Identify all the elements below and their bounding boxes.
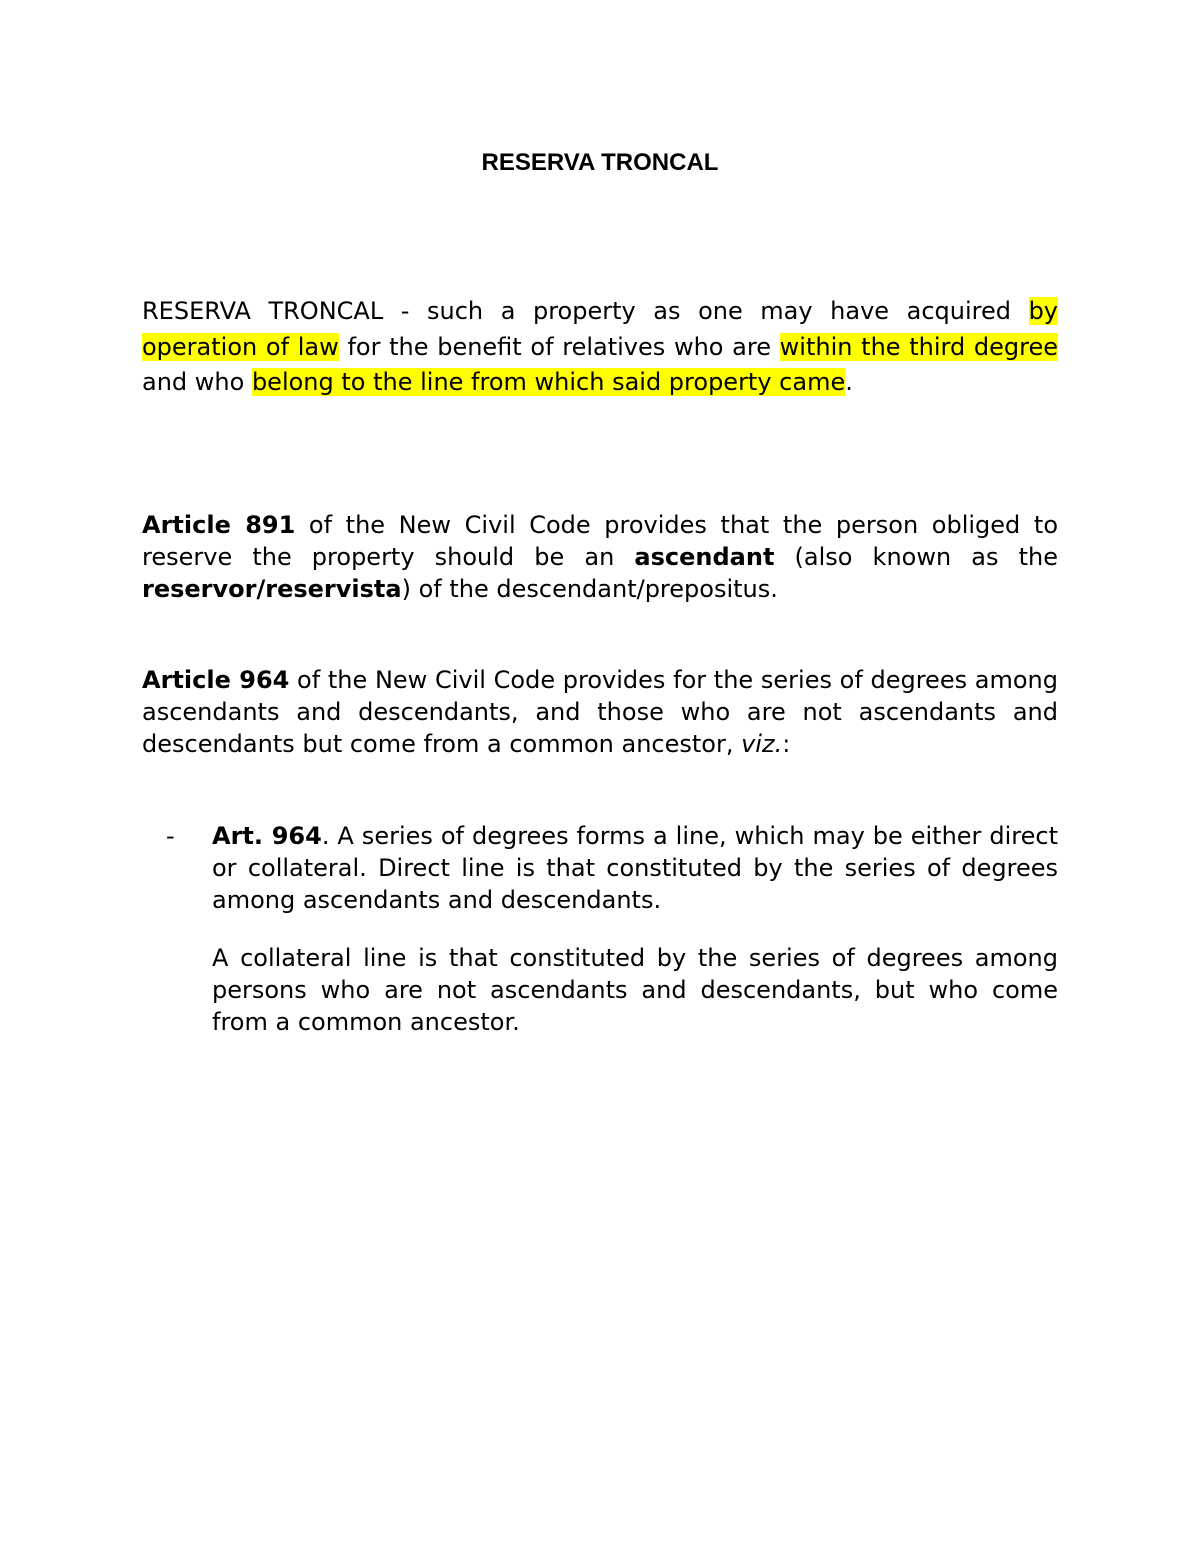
article-964-text: of the New Civil Code provides for the series of degrees among ascendants and descendants, and those who are not ascendants and descendants but come from a common ancestor, — [142, 666, 1058, 758]
bullet-text: . A series of degrees forms a line, which may be either direct or collateral. Direct line is that constituted by the series of degrees among ascendants and descendants. — [212, 822, 1059, 914]
bullet-dash: - — [166, 822, 175, 850]
article-891-text: ) of the descendant/prepositus. — [401, 575, 778, 603]
article-964-paragraph — [142, 664, 1058, 760]
article-964-text: : — [782, 730, 791, 758]
viz-term: viz. — [741, 730, 783, 758]
article-891-label: Article 891 — [142, 511, 296, 539]
reservor-term: reservor/reservista — [142, 575, 402, 603]
article-964-label: Article 964 — [142, 666, 290, 694]
definition-text: . — [845, 368, 853, 396]
definition-paragraph — [142, 294, 1058, 401]
definition-text: and who — [142, 368, 252, 396]
highlighted-phrase: by — [1028, 297, 1058, 325]
article-891-paragraph — [142, 509, 1058, 605]
definition-text: for the benefit of relatives who are — [338, 332, 780, 361]
bullet-label: Art. 964 — [212, 822, 322, 850]
definition-term: RESERVA TRONCAL — [142, 297, 384, 325]
article-891-text: of the New Civil Code provides that the person obliged to reserve the property should be an — [142, 511, 1059, 571]
article-891-text: (also known as the — [774, 543, 1058, 571]
highlighted-phrase: within the third degree — [779, 332, 1059, 361]
bullet-continuation-paragraph: A collateral line is that constituted by the series of degrees among persons who are not ascendants and descendants, but who come from a common ancestor. — [212, 944, 1058, 1036]
ascendant-term: ascendant — [634, 543, 775, 571]
highlighted-phrase: operation of law — [142, 332, 339, 361]
highlighted-phrase: belong to the line from which said property came — [251, 368, 846, 396]
document-title: RESERVA TRONCAL — [481, 149, 719, 176]
definition-text: - such a property as one may have acquired — [383, 297, 1029, 325]
bullet-paragraph — [212, 820, 1058, 916]
